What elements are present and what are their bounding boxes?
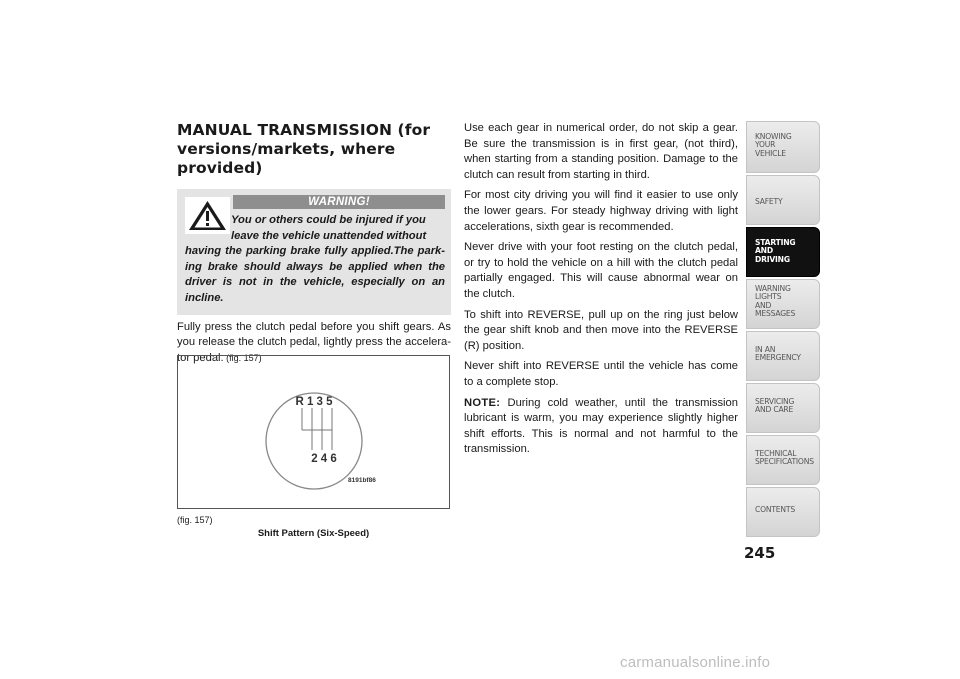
paragraph-gear-order: Use each gear in numerical order, do not skip a gear. Be sure the transmission is in first gear, (not third), when starting from a standing position. Damage to the clutch can result from starting in third.: [464, 122, 738, 181]
note-label: NOTE:: [464, 396, 501, 409]
tab-label-line: DRIVING: [755, 254, 790, 264]
note-paragraph: [464, 396, 738, 458]
page-number: 245: [744, 544, 776, 562]
tab-label-line: MESSAGES: [755, 309, 796, 319]
tab-label-line: TECHNICAL: [755, 449, 797, 458]
tab-knowing-your-vehicle[interactable]: [746, 121, 820, 173]
warning-box: [177, 189, 451, 315]
warning-header: WARNING!: [233, 195, 445, 209]
right-column: [464, 121, 738, 463]
warning-text-rest: having the parking brake fully applied.The park-ing brake should always be applied when the driver is not in the vehicle, especially on an incline.: [185, 245, 445, 304]
tab-label-line: SPECIFICATIONS: [755, 457, 814, 467]
warning-triangle-icon: [185, 197, 230, 234]
tab-label-line: AND CARE: [755, 405, 794, 415]
tab-in-an-emergency[interactable]: [746, 331, 820, 381]
tab-starting-and-driving[interactable]: [746, 227, 820, 277]
warning-text-line-1: You or others could be injured if you: [231, 214, 426, 226]
tab-label-line: AND: [755, 246, 773, 256]
chapter-tabs: [746, 121, 820, 539]
paragraph-clutch-resting: Never drive with your foot resting on the clutch pedal, or try to hold the vehicle on a hill with the clutch pedal partially engaged. This will cause abnormal wear on the clutch.: [464, 241, 738, 300]
section-title-line-1: MANUAL TRANSMISSION (for: [177, 121, 431, 139]
figure-caption: Shift Pattern (Six-Speed): [257, 528, 370, 539]
note-text: During cold weather, until the transmission lubricant is warm, you may experience slightly higher shift efforts. This is normal and not harmful to the transmission.: [464, 396, 738, 456]
paragraph-city-driving: For most city driving you will find it easier to use only the lower gears. For steady highway driving with light accelerations, sixth gear is recommended.: [464, 189, 738, 233]
shift-pattern-diagram: [178, 356, 451, 510]
tab-label-line: YOUR: [755, 140, 776, 150]
tab-label-line: SERVICING: [755, 397, 795, 406]
paragraph-reverse-stop: Never shift into REVERSE until the vehicle has come to a complete stop.: [464, 360, 738, 388]
section-title: [177, 121, 451, 178]
tab-label-line: EMERGENCY: [755, 353, 801, 363]
tab-safety[interactable]: [746, 175, 820, 225]
tab-label-line: CONTENTS: [755, 505, 795, 514]
tab-label-line: WARNING: [755, 284, 791, 293]
tab-label-line: STARTING: [755, 238, 796, 247]
clutch-paragraph-text: Fully press the clutch pedal before you shift gears. As you release the clutch pedal, lightly press the accelera-tor pedal.: [177, 320, 451, 364]
section-title-line-2: versions/markets, where: [177, 140, 396, 158]
tab-contents[interactable]: [746, 487, 820, 537]
shift-pattern-figure: [177, 352, 450, 509]
paragraph-reverse: To shift into REVERSE, pull up on the ring just below the gear shift knob and then move into the REVERSE (R) position.: [464, 308, 738, 352]
tab-technical-specifications[interactable]: [746, 435, 820, 485]
figure-code: 8191bf86: [348, 477, 376, 484]
bottom-gears-label: 2 4 6: [311, 453, 337, 465]
section-title-line-3: provided): [177, 159, 263, 177]
watermark: carmanualsonline.info: [620, 654, 771, 671]
tab-label-line: KNOWING: [755, 132, 792, 141]
warning-text-line-2: leave the vehicle unattended without: [231, 229, 427, 242]
tab-label-line: LIGHTS: [755, 292, 782, 302]
tab-label-line: AND: [755, 300, 772, 310]
top-gears-label: R 1 3 5: [295, 396, 333, 408]
tab-servicing-and-care[interactable]: [746, 383, 820, 433]
fig-reference: (fig. 157): [223, 352, 262, 363]
tab-label-line: VEHICLE: [755, 148, 786, 158]
tab-label-line: IN AN: [755, 345, 776, 354]
figure-label: (fig. 157): [177, 515, 213, 525]
left-column: [177, 121, 451, 366]
tab-label-line: SAFETY: [755, 197, 783, 206]
tab-warning-lights-and-messages[interactable]: [746, 279, 820, 329]
